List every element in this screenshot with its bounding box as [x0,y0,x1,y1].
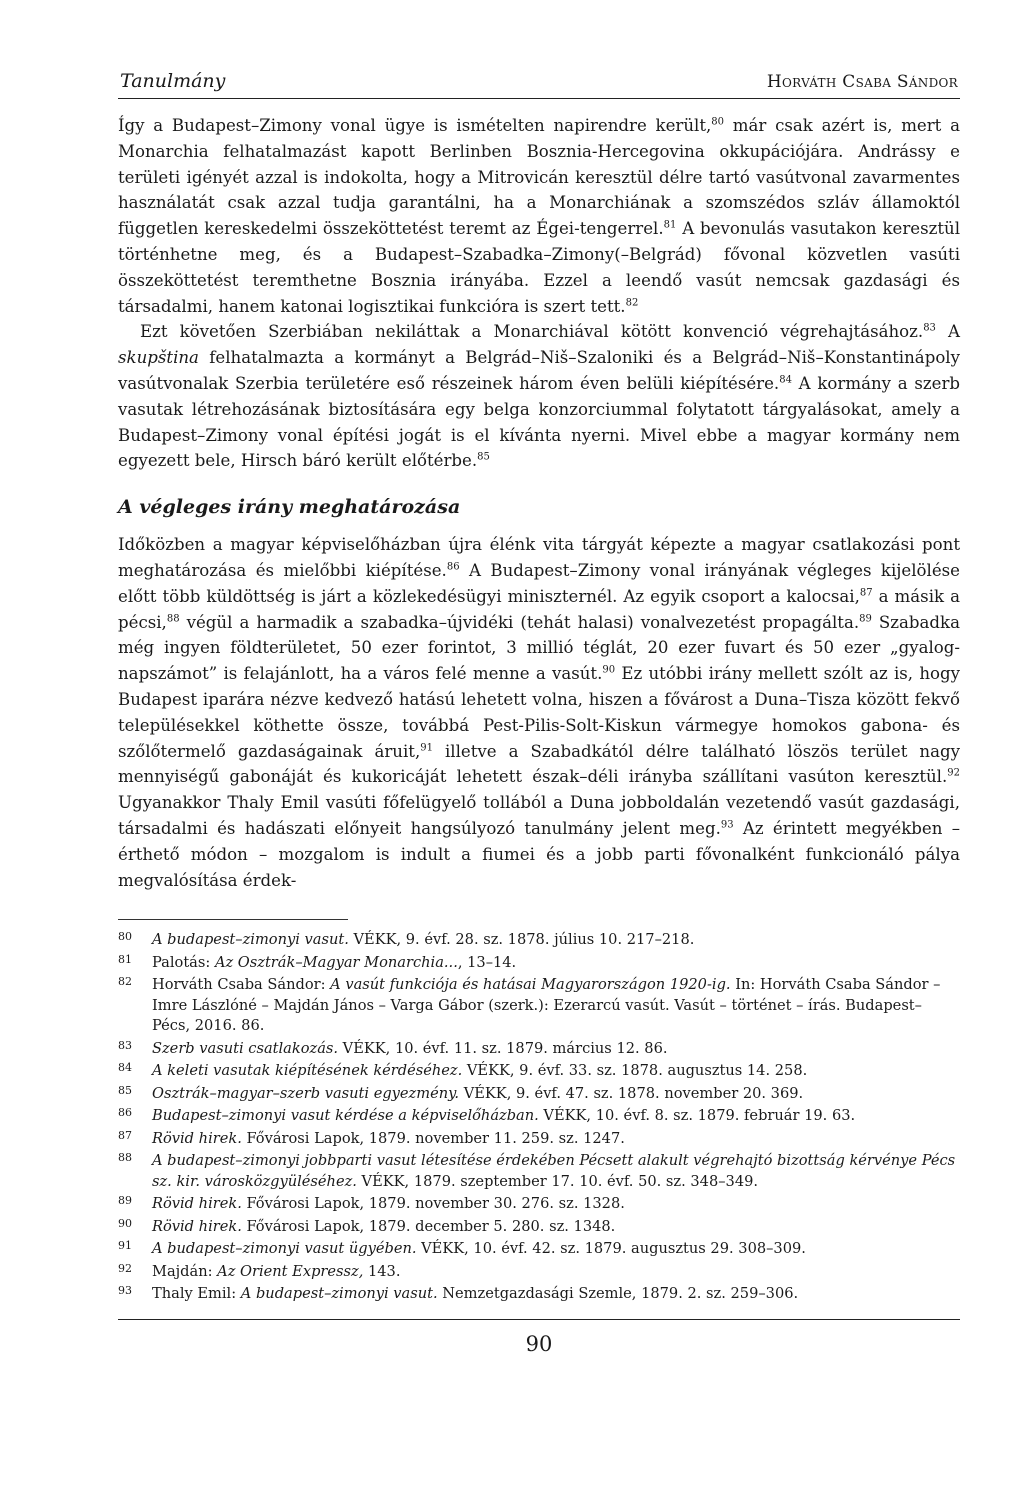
text-run: Így a Budapest–Zimony vonal ügye is ismételten napirendre került, [118,116,712,135]
footnote-ref[interactable]: 87 [859,587,873,599]
footnote-number: 89 [118,1194,132,1208]
footnote-81 [118,953,960,974]
footnote-text [152,1284,960,1305]
footnote-82 [118,975,960,1037]
footnote-92 [118,1262,960,1283]
footnote-80 [118,930,960,951]
footnote-text [152,1061,960,1082]
header-author: Horváth Csaba Sándor [766,72,958,92]
paragraph-2 [118,319,960,474]
footnote-number: 80 [118,930,132,944]
text-run: A Budapest–Zimony vonal irányának végleges kijelölése előtt több küldöttség is járt a közlekedésügyi miniszternél. Az egyik csoport a kalocsai, [118,560,960,606]
footnote-prefix: Horváth Csaba Sándor: [152,976,331,994]
footnote-title: A budapest–zimonyi vasut ügyében. [152,1240,417,1258]
text-run: Ugyanakkor Thaly Emil vasúti főfelügyelő tollából a Duna jobboldalán vezetendő vasút gazdasági, társadalmi és hadászati előnyeit hangsúlyozó tanulmány jelent meg. [118,793,960,838]
footnote-87 [118,1129,960,1150]
footnote-citation: VÉKK, 10. évf. 42. sz. 1879. augusztus 29. 308–309. [416,1240,806,1258]
footnote-number: 85 [118,1083,132,1097]
footnote-ref[interactable]: 81 [663,219,677,231]
footnote-title: A budapest–zimonyi jobbparti vasut létesítése érdekében Pécsett alakult végrehajtó bizottság kérvénye Pécs sz. kir. városközgyüléséhez. [152,1152,956,1190]
footnote-citation: VÉKK, 1879. szeptember 17. 10. évf. 50. sz. 348–349. [356,1172,759,1190]
footnote-ref[interactable]: 86 [446,561,460,573]
footnote-citation: VÉKK, 9. évf. 47. sz. 1878. november 20. 369. [459,1084,804,1102]
footnote-ref[interactable]: 85 [477,451,490,463]
footnote-prefix: Thaly Emil: [152,1285,241,1303]
footnote-citation: Nemzetgazdasági Szemle, 1879. 2. sz. 259–306. [437,1285,799,1303]
text-run: a másik a pécsi, [118,586,960,632]
footnote-ref[interactable]: 90 [602,664,616,676]
footnote-number: 82 [118,975,132,989]
footnote-number: 84 [118,1061,132,1075]
footnote-title: A budapest–zimonyi vasut. [240,1285,438,1303]
footnote-citation: VÉKK, 9. évf. 33. sz. 1878. augusztus 14. 258. [462,1062,808,1080]
footnote-separator [118,919,348,920]
text-run: Ez utóbbi irány mellett szólt az is, hogy Budapest iparára nézve kedvező hatású lehetett volna, hiszen a fővárost a Duna–Tisza között fekvő településekkel köthette össze, továbbá Pest-Pilis-Solt-Kiskun vármegye homokos gabona- és szőlőtermelő gazdaságainak áruit, [118,664,960,761]
footnote-88 [118,1151,960,1192]
footnote-text [152,1151,960,1192]
footnote-citation: VÉKK, 10. évf. 8. sz. 1879. február 19. 63. [538,1107,856,1125]
footnote-ref[interactable]: 82 [625,297,639,309]
footnote-89 [118,1194,960,1215]
footnote-title: A keleti vasutak kiépítésének kérdéséhez. [152,1062,463,1080]
footnote-title: Szerb vasuti csatlakozás. [152,1039,339,1057]
footnote-text [152,1194,960,1215]
footnote-prefix: Palotás: [152,953,215,971]
footnote-ref[interactable]: 83 [923,322,936,334]
footnote-text [152,1106,960,1127]
footnote-ref[interactable]: 80 [711,116,725,128]
footnote-text [152,1039,960,1060]
footnote-ref[interactable]: 93 [720,819,734,831]
text-run: Szabadka még ingyen földterületet, 50 ezer forintot, 3 millió téglát, 20 ezer fuvart és 50 ezer „gyalog-napszámot” is felajánlott, ha a város felé menne a vasút. [118,612,960,684]
footnote-citation: In: Horváth Csaba Sándor – Imre Lászlóné – Majdán János – Varga Gábor (szerk.): Ezerarcú vasút. Vasút – történet – írás. Budapest–Pécs, 2016. 86. [152,976,941,1035]
footnote-83 [118,1039,960,1060]
footnote-ref[interactable]: 92 [947,767,960,779]
footnote-title: A vasút funkciója és hatásai Magyarországon 1920-ig. [330,976,731,994]
header-journal-title: Tanulmány [120,70,226,92]
footnote-citation: Fővárosi Lapok, 1879. november 30. 276. sz. 1328. [241,1195,625,1213]
footnote-ref[interactable]: 89 [859,613,872,625]
text-run: A kormány a szerb vasutak létrehozásának biztosítására egy belga konzorciummal folytatott tárgyalásokat, amely a Budapest–Zimony vonal építési jogát is el kívánta nyerni. Mivel ebbe a magyar kormány nem egyezett bele, Hirsch báró került előtérbe. [118,373,960,471]
footnote-number: 91 [118,1239,132,1253]
footnote-number: 81 [118,952,132,966]
footnote-text [152,930,960,951]
footnote-citation: VÉKK, 10. évf. 11. sz. 1879. március 12. 86. [338,1039,668,1057]
footnote-prefix: Majdán: [152,1262,218,1280]
footnote-93 [118,1284,960,1305]
footnote-title: Budapest–zimonyi vasut kérdése a képviselőházban. [152,1107,539,1125]
footnote-title: Rövid hirek. [152,1129,242,1147]
footnote-number: 87 [118,1128,132,1142]
footnote-number: 83 [118,1038,132,1052]
page-number: 90 [525,1331,553,1356]
footnote-title: Osztrák–magyar–szerb vasuti egyezmény. [152,1084,460,1102]
footnote-title: Az Orient Expressz, [217,1262,364,1280]
footnote-citation: , 13–14. [457,953,517,971]
footnote-number: 92 [118,1261,132,1275]
footnote-text [152,953,960,974]
footnote-title: Rövid hirek. [152,1217,242,1235]
footnote-85 [118,1084,960,1105]
text-run: illetve a Szabadkától délre található löszös terület nagy mennyiségű gabonáját és kukoricáját lehetett észak–déli irányba szállítani vasúton keresztül. [118,741,960,787]
paragraph-3 [118,532,960,893]
footnote-title: A budapest–zimonyi vasut. [152,931,349,949]
footnote-citation: Fővárosi Lapok, 1879. november 11. 259. sz. 1247. [241,1129,625,1147]
footnote-text [152,1262,960,1283]
footnote-title: Rövid hirek. [152,1195,242,1213]
footnote-number: 90 [118,1216,132,1230]
footnote-86 [118,1106,960,1127]
footnote-text [152,1129,960,1150]
main-text [118,113,960,893]
text-run: végül a harmadik a szabadka–újvidéki (tehát halasi) vonalvezetést propagálta. [179,612,860,632]
footnote-ref[interactable]: 84 [779,374,792,386]
text-run: Időközben a magyar képviselőházban újra élénk vita tárgyát képezte a magyar csatlakozási pont meghatározása és mielőbbi kiépítése. [118,535,960,580]
text-run: Az érintett megyékben – érthető módon – mozgalom is indult a fiumei és a jobb parti fővonalként funkcionáló pálya megvalósítása érdek- [118,818,960,890]
text-run: felhatalmazta a kormányt a Belgrád–Niš–Szaloniki és a Belgrád–Niš–Konstantinápoly vasútvonalak Szerbia területére eső részeinek három éven belüli kiépítésére. [118,348,960,393]
footnote-number: 88 [118,1151,132,1165]
bottom-rule [118,1319,960,1320]
footnote-text [152,1239,960,1260]
footnote-ref[interactable]: 91 [420,742,433,753]
footnote-number: 93 [118,1284,132,1298]
footnote-citation: VÉKK, 9. évf. 28. sz. 1878. július 10. 217–218. [348,931,695,949]
footnote-number: 86 [118,1106,132,1120]
footnote-90 [118,1217,960,1238]
text-run: A bevonulás vasutakon keresztül történhetne meg, és a Budapest–Szabadka–Zimony(–Belgrád) fővonal közvetlen vasúti összeköttetést teremthetne Bosznia irányába. Ezzel a leendő vasút nemcsak gazdasági és társadalmi, hanem katonai logisztikai funkcióra is szert tett. [118,219,960,316]
footnote-citation: 143. [363,1262,401,1280]
footnotes [118,930,960,1305]
footnote-ref[interactable]: 88 [166,613,180,625]
footnote-text [152,975,960,1037]
text-run: már csak azért is, mert a Monarchia felhatalmazást kapott Berlinben Bosznia-Hercegovina okkupációjára. Andrássy e területi igényét azzal is indokolta, hogy a Mitrovicán keresztül délre tartó vasútvonal zavarmentes használatát csak azzal tudja garantálni, ha a Monarchiának a szomszédos szláv államoktól független kereskedelmi összeköttetést teremt az Égei-tengerrel. [118,116,960,239]
text-run: A [935,322,960,342]
section-heading: A végleges irány meghatározása [118,496,461,519]
footnote-citation: Fővárosi Lapok, 1879. december 5. 280. sz. 1348. [241,1217,616,1235]
page [118,70,960,1490]
running-header [118,70,960,99]
footnote-text [152,1084,960,1105]
text-run: Ezt követően Szerbiában nekiláttak a Monarchiával kötött konvenció végrehajtásához. [140,322,924,342]
footnote-84 [118,1061,960,1082]
paragraph-1 [118,113,960,319]
footnote-text [152,1217,960,1238]
footnote-title: Az Osztrák–Magyar Monarchia... [214,953,458,971]
emphasis: skupština [118,348,199,368]
footnote-91 [118,1239,960,1260]
